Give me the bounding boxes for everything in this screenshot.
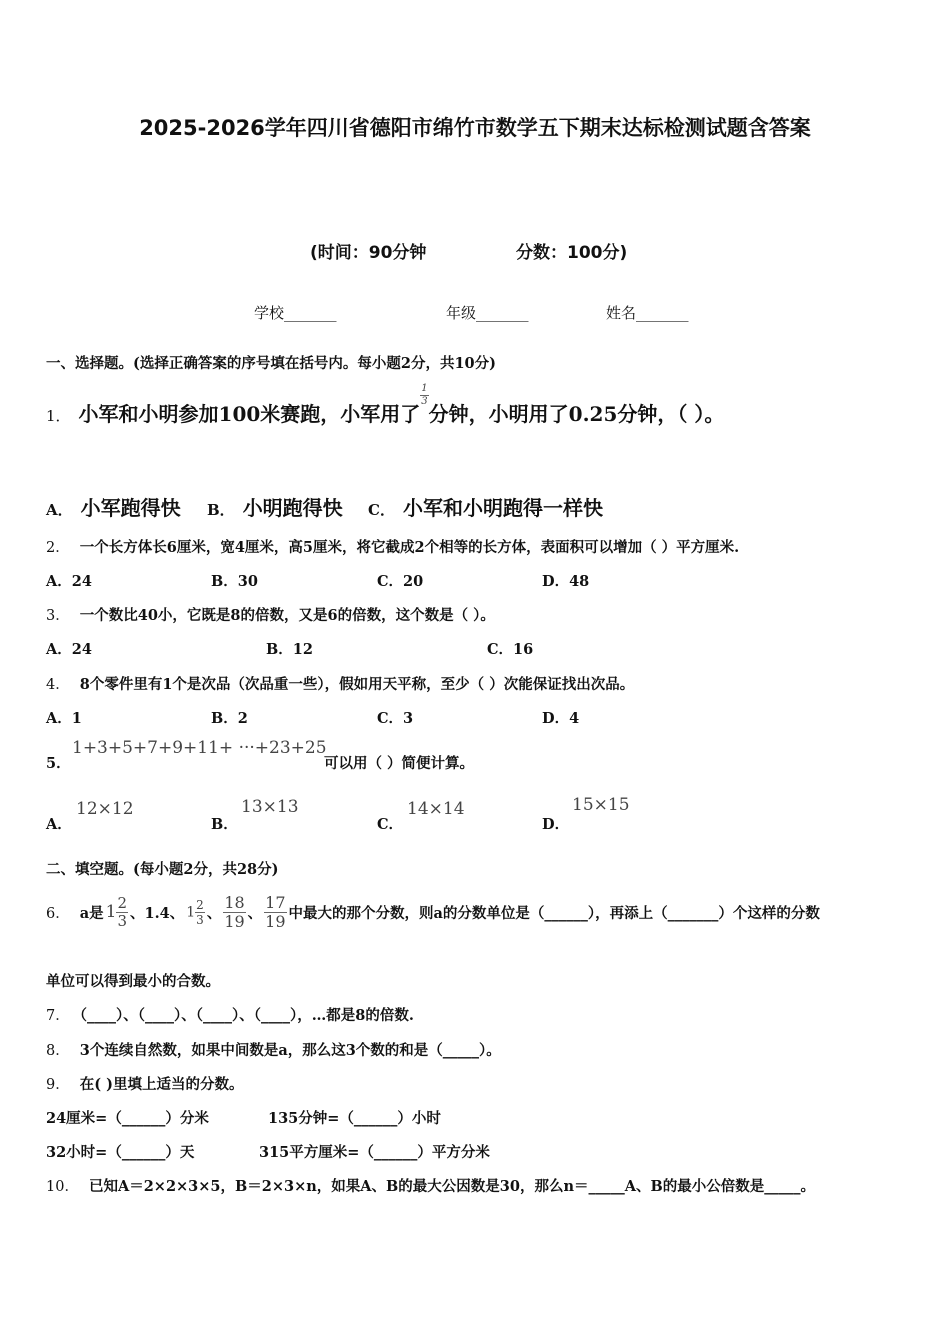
option-a: A．24 [46,573,92,590]
blank-item: 32小时=（______）天 [46,1144,195,1161]
option-d-expr: 15×15 [572,795,630,815]
question-7: 7． （____）、（____）、（____）、（____），…都是8的倍数. [46,1007,414,1024]
mixed-number: 1 $\frac{2}{3}$ [105,893,128,930]
option-d: D．48 [542,573,590,590]
blank-item: 135分钟=（______）小时 [268,1110,441,1127]
option-b: B．12 [266,641,313,658]
option-c: C．20 [377,573,424,590]
question-5: 可以用（ ）简便计算。 [324,755,475,772]
question-text: 小军和小明参加100米赛跑，小军用了 [78,402,421,426]
option-b-expr: 13×13 [241,797,299,817]
school-field: 学校_______ [254,304,337,322]
option-b: B． 小明跑得快 [207,496,343,520]
question-number: 1． [46,407,71,425]
option-c: C． 小军和小明跑得一样快 [368,496,603,520]
option-b: B．30 [211,573,258,590]
question-4: 4． 8个零件里有1个是次品（次品重一些），假如用天平称，至少（ ）次能保证找出次品。 [46,676,635,693]
exam-score: 分数：100分) [516,243,628,263]
option-c-expr: 14×14 [407,799,465,819]
option-a-expr: 12×12 [76,799,134,819]
option-d: D． [542,816,570,833]
question-6: 6． a是 1 $\frac{2}{3}$ 、1.4、 1 $\frac{2}{3}$ 、 $\frac{18}{19}$ 、 $\frac{17}{19}$ 中最大的那个分数，则a的分数单位是（______），再添上（_______）个这样的分数 [46,892,820,931]
section-heading: 一、选择题。(选择正确答案的序号填在括号内。每小题2分，共10分) [46,355,496,372]
option-c: C．16 [487,641,534,658]
fraction: $\frac{18}{19}$ [224,892,245,931]
question-10: 10． 已知A＝2×2×3×5，B＝2×3×n，如果A、B的最大公因数是30，那么n＝_____A、B的最小公倍数是_____。 [46,1178,816,1195]
option-b: B．2 [211,710,248,727]
question-6-continued: 单位可以得到最小的合数。 [46,973,220,990]
option-a: A．24 [46,641,92,658]
section-heading: 二、填空题。(每小题2分，共28分) [46,861,279,878]
grade-field: 年级_______ [446,304,529,322]
question-3: 3． 一个数比40小，它既是8的倍数，又是6的倍数，这个数是（ ）。 [46,607,495,624]
question-1 [46,383,725,427]
exam-time: (时间：90分钟 [310,243,427,263]
option-c: C．3 [377,710,414,727]
option-a: A．1 [46,710,82,727]
question-9: 9． 在( )里填上适当的分数。 [46,1076,244,1093]
option-a: A． [46,816,72,833]
question-number: 5． [46,755,71,772]
option-d: D．4 [542,710,580,727]
blank-item: 24厘米=（______）分米 [46,1110,209,1127]
fraction: $\frac{1}{3}$ [421,383,428,407]
math-expression: 1+3+5+7+9+11+ ···+23+25 [72,738,327,758]
name-field: 姓名_______ [606,304,689,322]
mixed-number: 1 $\frac{2}{3}$ [186,897,204,927]
question-8: 8． 3个连续自然数，如果中间数是a，那么这3个数的和是（_____）。 [46,1042,501,1059]
option-c: C． [377,816,404,833]
fraction: $\frac{17}{19}$ [265,892,286,931]
option-b: B． [211,816,238,833]
option-a: A． 小军跑得快 [46,496,181,520]
question-text: 分钟，小明用了0.25分钟，（ ）。 [428,402,725,426]
question-2: 2． 一个长方体长6厘米，宽4厘米，高5厘米，将它截成2个相等的长方体，表面积可以增加（ ）平方厘米. [46,539,740,556]
blank-item: 315平方厘米=（______）平方分米 [259,1144,490,1161]
page-title: 2025-2026学年四川省德阳市绵竹市数学五下期末达标检测试题含答案 [139,116,811,140]
